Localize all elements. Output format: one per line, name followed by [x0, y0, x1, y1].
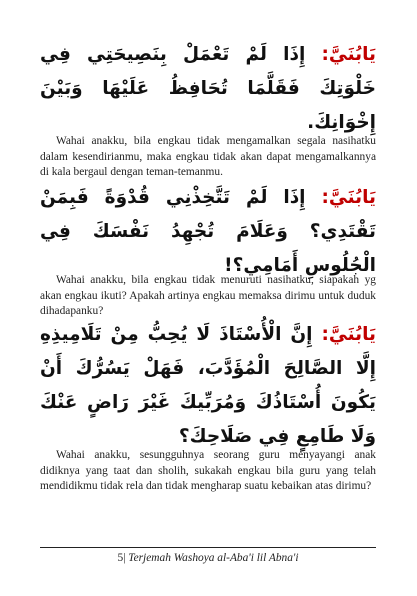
- arabic-lead-1: يَابُنَيَّ:: [321, 44, 376, 65]
- arabic-body-3: إِنَّ الْأُسْتَاذَ لَا يُحِبُّ مِنْ تَلَامِيذِهِ إِلَّا الصَّالِحَ الْمُؤَدَّبَ، فَهَلْ يَسُرُّكَ أَنْ يَكُونَ أُسْتَاذُكَ وَمُرَبِّيكَ غَيْرَ رَاضٍ عَنْكَ وَلَا طَامِعٍ فِي صَلَاحِكَ؟: [40, 324, 376, 447]
- footer-rule: [40, 547, 376, 548]
- arabic-lead-2: يَابُنَيَّ:: [321, 187, 376, 208]
- translation-1: Wahai anakku, bila engkau tidak mengamalkan segala nasihatku dalam kesendirianmu, maka engkau tidak akan dapat mengamalkannya di kala bergaul dengan teman-temanmu.: [40, 135, 376, 179]
- arabic-body-1: إِذَا لَمْ تَعْمَلْ بِنَصِيحَتِي فِي خَلْوَتِكَ فَقَلَّمَا تُحَافِظُ عَلَيْهَا وَبَيْنَ إِخْوَانِكَ.: [40, 44, 376, 133]
- arabic-advice-2: [40, 181, 376, 283]
- arabic-advice-3: [40, 318, 376, 454]
- translation-2: Wahai anakku, bila engkau tidak menuruti nasihatku, siapakah yg akan engkau ikuti? Apakah artinya engkau memaksa dirimu untuk duduk dihadapanku?: [40, 274, 376, 318]
- book-title: Terjemah Washoya al-Aba'i lil Abna'i: [128, 552, 299, 564]
- arabic-advice-1: [40, 38, 376, 140]
- translation-3: Wahai anakku, sesungguhnya seorang guru menyayangi anak didiknya yang taat dan sholih, sukakah engkau bila guru yang telah mendidikmu tidak rela dan tidak mengharap suatu kebaikan atas dirimu?: [40, 449, 376, 493]
- page-number: 5|: [117, 552, 126, 564]
- page-footer: [40, 552, 376, 564]
- arabic-lead-3: يَابُنَيَّ:: [321, 324, 376, 345]
- arabic-body-2: إِذَا لَمْ تَتَّخِذْنِي قُدْوَةً فَبِمَنْ تَقْتَدِي؟ وَعَلَامَ تُجْهِدُ نَفْسَكَ فِي الْجُلُوسِ أَمَامِي؟!: [40, 187, 376, 276]
